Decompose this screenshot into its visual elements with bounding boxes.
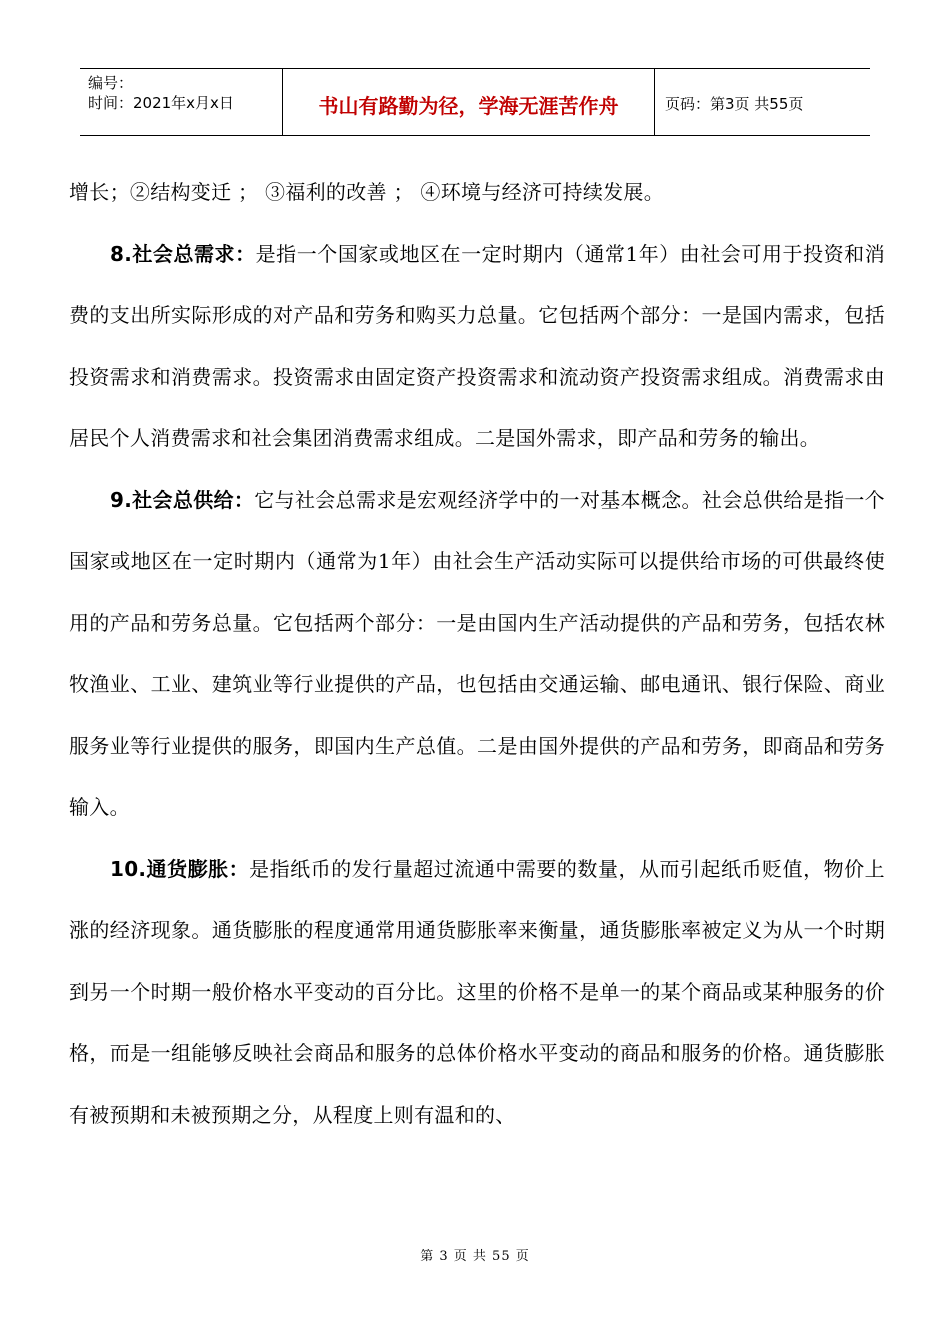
term-heading: 9.社会总供给：	[110, 487, 255, 512]
term-heading: 8.社会总需求：	[110, 241, 256, 266]
paragraph-aggregate-demand	[69, 224, 885, 470]
header-time-label: 时间：2021年x月x日	[88, 94, 234, 112]
paragraph-text: 是指纸币的发行量超过流通中需要的数量，从而引起纸币贬值，物价上涨的经济现象。通货膨胀的程度通常用通货膨胀率来衡量，通货膨胀率被定义为从一个时期到另一个时期一般价格水平变动的百分比。这里的价格不是单一的某个商品或某种服务的价格，而是一组能够反映社会商品和服务的总体价格水平变动的商品和服务的价格。通货膨胀有被预期和未被预期之分，从程度上则有温和的、	[69, 856, 885, 1127]
paragraph-text: 增长；②结构变迁 ； ③福利的改善 ； ④环境与经济可持续发展。	[69, 180, 665, 204]
page-footer: 第 3 页 共 55 页	[420, 1249, 530, 1264]
header-page-info: 页码：第3页 共55页	[665, 94, 804, 113]
document-body	[69, 162, 885, 1146]
header-number-label: 编号：	[88, 74, 134, 92]
paragraph-text: 是指一个国家或地区在一定时期内（通常1年）由社会可用于投资和消费的支出所实际形成的对产品和劳务和购买力总量。它包括两个部分：一是国内需求，包括投资需求和消费需求。投资需求由固定资产投资需求和流动资产投资需求组成。消费需求由居民个人消费需求和社会集团消费需求组成。二是国外需求，即产品和劳务的输出。	[69, 241, 885, 450]
page-header	[80, 68, 870, 136]
header-meta	[80, 69, 283, 135]
paragraph-text: 它与社会总需求是宏观经济学中的一对基本概念。社会总供给是指一个国家或地区在一定时期内（通常为1年）由社会生产活动实际可以提供给市场的可供最终使用的产品和劳务总量。它包括两个部分：一是由国内生产活动提供的产品和劳务，包括农林牧渔业、工业、建筑业等行业提供的产品，也包括由交通运输、邮电通讯、银行保险、商业服务业等行业提供的服务，即国内生产总值。二是由国外提供的产品和劳务，即商品和劳务输入。	[69, 487, 885, 819]
paragraph-continuation	[69, 162, 885, 224]
paragraph-inflation	[69, 839, 885, 1147]
header-motto: 书山有路勤为径，学海无涯苦作舟	[283, 69, 655, 135]
term-heading: 10.通货膨胀：	[110, 856, 250, 881]
paragraph-aggregate-supply	[69, 470, 885, 839]
